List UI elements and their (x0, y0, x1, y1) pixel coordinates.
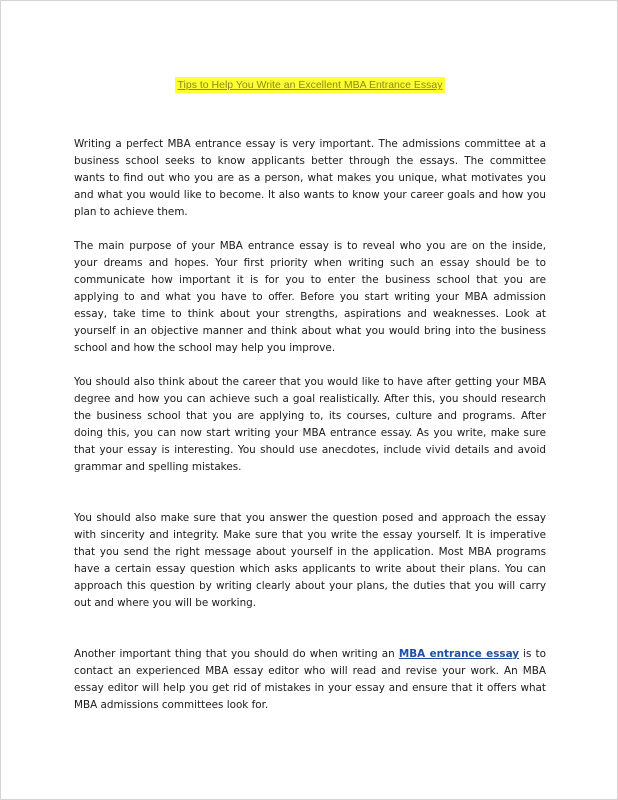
paragraph-5 (74, 646, 546, 714)
title-container (1, 75, 618, 93)
paragraph-4: You should also make sure that you answer the question posed and approach the essay with sincerity and integrity. Make sure that you write the essay yourself. It is imperative that you send the right message about yourself in the application. Most MBA programs have a certain essay question which asks applicants to write about their plans. You can approach this question by writing clearly about your plans, the duties that you will carry out and where you will be working. (74, 512, 546, 609)
paragraph-2: The main purpose of your MBA entrance essay is to reveal who you are on the inside, your dreams and hopes. Your first priority when writing such an essay should be to communicate how important it is for you to enter the business school that you are applying to and what you have to offer. Before you start writing your MBA admission essay, take time to think about your strengths, aspirations and weaknesses. Look at yourself in an objective manner and think about what you would bring into the business school and how the school may help you improve. (74, 240, 546, 354)
mba-entrance-essay-link[interactable]: MBA entrance essay (398, 648, 520, 660)
paragraph-5-text-after: is to contact an experienced MBA essay editor who will read and revise your work. An MBA essay editor will help you get rid of mistakes in your essay and ensure that it offers what MBA admissions committees look for. (74, 648, 546, 711)
document-title[interactable]: Tips to Help You Write an Excellent MBA Entrance Essay (175, 77, 446, 93)
paragraph-1: Writing a perfect MBA entrance essay is very important. The admissions committee at a business school seeks to know applicants better through the essays. The committee wants to find out who you are as a person, what makes you unique, what motivates you and what you would like to become. It also wants to know your career goals and how you plan to achieve them. (74, 138, 546, 218)
paragraph-3: You should also think about the career that you would like to have after getting your MBA degree and how you can achieve such a goal realistically. After this, you should research the business school that you are applying to, its courses, culture and programs. After doing this, you can now start writing your MBA entrance essay. As you write, make sure that your essay is interesting. You should use anecdotes, include vivid details and avoid grammar and spelling mistakes. (74, 376, 546, 473)
paragraph-5-text-before: Another important thing that you should do when writing an (74, 648, 399, 660)
